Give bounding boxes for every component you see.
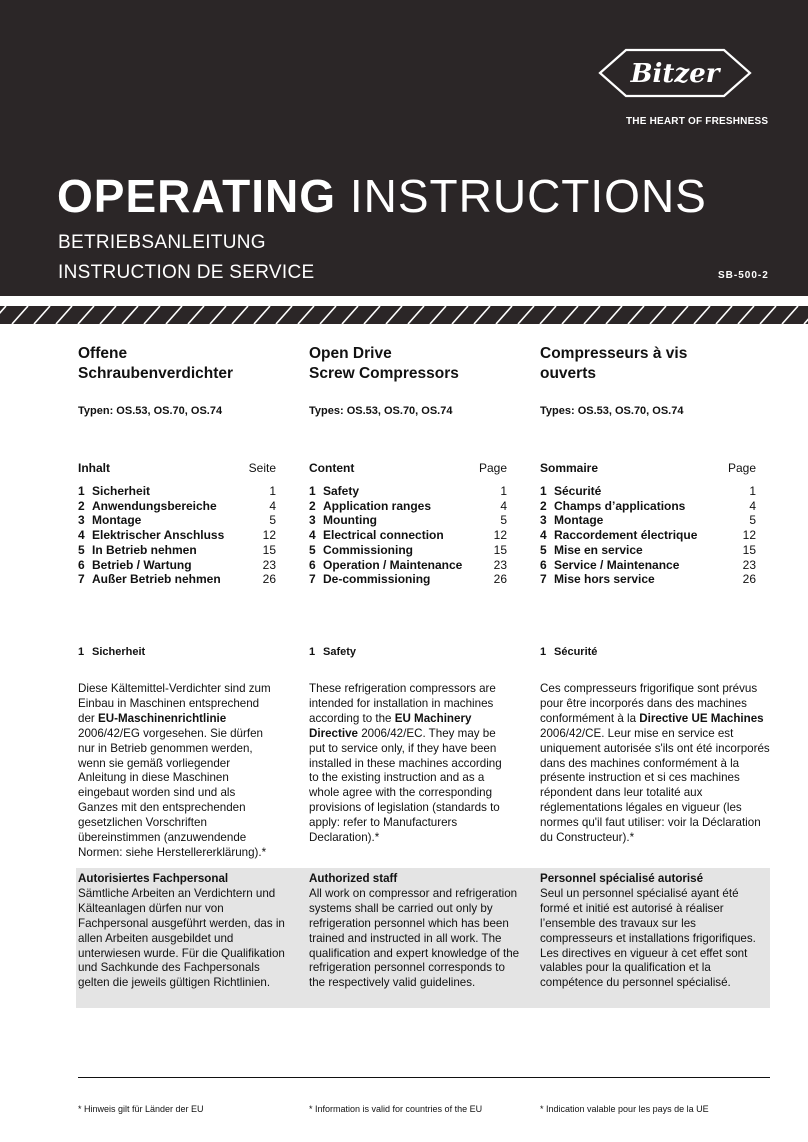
box-text: Personnel spécialisé autorisé Seul un personnel spécialisé ayant été formé et initié est autorisé à réaliser l’ensemble des travaux sur les compresseurs et installations frigorifiques. Les directives en vigueur à cet effet sont valables pour la qualification et la compétence du personnel spécialisé.: [540, 872, 756, 990]
toc-page-label: Seite: [248, 461, 276, 475]
stripe-line: [320, 306, 336, 324]
stripe-line: [540, 306, 556, 324]
stripe-line: [430, 306, 446, 324]
stripe-line: [518, 306, 534, 324]
box-text: Authorized staff All work on compressor and refrigeration systems shall be carried out only by refrigeration personnel which has been trained and instructed in all work. The qualification and expert knowledge of the refrigeration personnel corresponds to the respectively valid guidelines.: [309, 872, 520, 990]
column-title: Offene Schraubenverdichter: [78, 345, 234, 382]
toc-row: 4 Elektrischer Anschluss 12: [78, 528, 276, 543]
toc-row: 6 Betrieb / Wartung 23: [78, 557, 276, 572]
toc-row: 3 Montage 5: [540, 513, 756, 528]
stripe-line: [474, 306, 490, 324]
stripe-line: [210, 306, 226, 324]
stripe-line: [298, 306, 314, 324]
stripe-line: [738, 306, 754, 324]
section-heading: 1 Safety: [309, 646, 357, 658]
stripe-line: [584, 306, 600, 324]
toc-row: 5 Mise en service 15: [540, 542, 756, 557]
stripe-line: [254, 306, 270, 324]
toc-row: 7 Außer Betrieb nehmen 26: [78, 572, 276, 587]
document-number: SB-500-2: [718, 270, 769, 281]
column-title: Compresseurs à vis ouverts: [540, 345, 688, 382]
table-of-contents: [540, 461, 756, 587]
tagline: THE HEART OF FRESHNESS: [626, 116, 769, 127]
toc-label: Sommaire: [540, 461, 599, 475]
stripe-line: [606, 306, 622, 324]
safety-paragraph: Diese Kältemittel-Verdichter sind zum Einbau in Maschinen entsprechend der EU-Maschinenrichtlinie 2006/42/EG vorgesehen. Sie dürfen nur in Betrieb genommen werden, wenn sie gemäß vorliegender Anleitung in diese Maschinen eingebaut worden sind und als Ganzes mit den entsprechenden gesetzlichen Vorschriften übereinstimmen (anzuwendende Normen: siehe Herstellererklärung).*: [78, 682, 271, 859]
stripe-line: [804, 306, 808, 324]
stripe-line: [452, 306, 468, 324]
toc-row: 7 De-commissioning 26: [309, 572, 507, 587]
toc-label: Inhalt: [78, 461, 110, 475]
title-light: INSTRUCTIONS: [349, 170, 707, 222]
stripe-band: [0, 306, 808, 324]
footnote: * Information is valid for countries of the EU: [309, 1104, 483, 1114]
toc-page-label: Page: [478, 461, 507, 475]
table-of-contents: [78, 461, 276, 587]
types-line: Types: OS.53, OS.70, OS.74: [309, 405, 453, 417]
toc-row: 4 Raccordement électrique 12: [540, 528, 756, 543]
toc-page-label: Page: [727, 461, 756, 475]
toc-row: 6 Service / Maintenance 23: [540, 557, 756, 572]
stripe-line: [694, 306, 710, 324]
stripe-pattern: [0, 306, 808, 324]
logo-text: Bitzer: [630, 59, 720, 89]
footnote: * Indication valable pour les pays de la UE: [540, 1104, 709, 1114]
header-band: [0, 0, 808, 296]
toc-row: 2 Application ranges 4: [309, 498, 507, 513]
stripe-line: [34, 306, 50, 324]
toc-row: 4 Electrical connection 12: [309, 528, 507, 543]
stripe-line: [408, 306, 424, 324]
stripe-line: [496, 306, 512, 324]
column-title: Open Drive Screw Compressors: [309, 345, 459, 382]
toc-row: 3 Mounting 5: [309, 513, 507, 528]
table-of-contents: [309, 461, 507, 587]
section-heading: 1 Sécurité: [540, 646, 598, 658]
stripe-line: [364, 306, 380, 324]
stripe-line: [562, 306, 578, 324]
bitzer-logo: [598, 46, 752, 100]
stripe-line: [672, 306, 688, 324]
toc-label: Content: [309, 461, 355, 475]
stripe-line: [716, 306, 732, 324]
box-text: Autorisiertes Fachpersonal Sämtliche Arbeiten an Verdichtern und Kälteanlagen dürfen nur von Fachpersonal ausgeführt werden, das in allen Arbeiten ausgebildet und unterwiesen wurde. Für die Qualifikation und Sachkunde des Fachpersonals gelten die jeweils gültigen Richtlinien.: [78, 872, 285, 990]
toc-row: 2 Anwendungsbereiche 4: [78, 498, 276, 513]
stripe-line: [56, 306, 72, 324]
title-bold: OPERATING: [57, 170, 337, 222]
section-heading: 1 Sicherheit: [78, 646, 146, 658]
stripe-line: [188, 306, 204, 324]
toc-row: 3 Montage 5: [78, 513, 276, 528]
stripe-line: [78, 306, 94, 324]
stripe-line: [628, 306, 644, 324]
types-line: Types: OS.53, OS.70, OS.74: [540, 405, 684, 417]
footer-rule: [78, 1077, 770, 1078]
stripe-line: [12, 306, 28, 324]
stripe-line: [144, 306, 160, 324]
subtitle-french: INSTRUCTION DE SERVICE: [58, 262, 315, 283]
stripe-line: [276, 306, 292, 324]
stripe-line: [342, 306, 358, 324]
toc-row: 5 Commissioning 15: [309, 542, 507, 557]
stripe-line: [166, 306, 182, 324]
page-title: [57, 170, 707, 222]
stripe-line: [100, 306, 116, 324]
stripe-line: [760, 306, 776, 324]
stripe-line: [122, 306, 138, 324]
stripe-line: [386, 306, 402, 324]
stripe-line: [0, 306, 6, 324]
safety-paragraph: Ces compresseurs frigorifique sont prévus pour être incorporés dans des machines conformément à la Directive UE Machines 2006/42/CE. Leur mise en service est uniquement autorisée s'ils ont été incorporés dans des machines conformément à la présente instruction et si ces machines répondent dans leur totalité aux réglementations légales en vigueur (les normes qu'il faut utiliser: voir la Déclaration du Constructeur).*: [540, 682, 770, 845]
types-line: Typen: OS.53, OS.70, OS.74: [78, 405, 223, 417]
stripe-line: [782, 306, 798, 324]
toc-row: 2 Champs d’applications 4: [540, 498, 756, 513]
toc-row: 1 Sécurité 1: [540, 484, 756, 498]
stripe-line: [232, 306, 248, 324]
footnote: * Hinweis gilt für Länder der EU: [78, 1104, 204, 1114]
toc-row: 1 Sicherheit 1: [78, 484, 276, 498]
toc-row: 5 In Betrieb nehmen 15: [78, 542, 276, 557]
safety-paragraph: These refrigeration compressors are intended for installation in machines according to the EU Machinery Directive 2006/42/EC. They may be put to service only, if they have been installed in these machines according to the existing instruction and as a whole agree with the corresponding provisions of legislation (standards to apply: refer to Manufacturers Declaration).*: [309, 682, 502, 845]
toc-row: 6 Operation / Maintenance 23: [309, 557, 507, 572]
stripe-line: [650, 306, 666, 324]
toc-row: 1 Safety 1: [309, 484, 507, 498]
toc-row: 7 Mise hors service 26: [540, 572, 756, 587]
subtitle-german: BETRIEBSANLEITUNG: [58, 232, 266, 253]
